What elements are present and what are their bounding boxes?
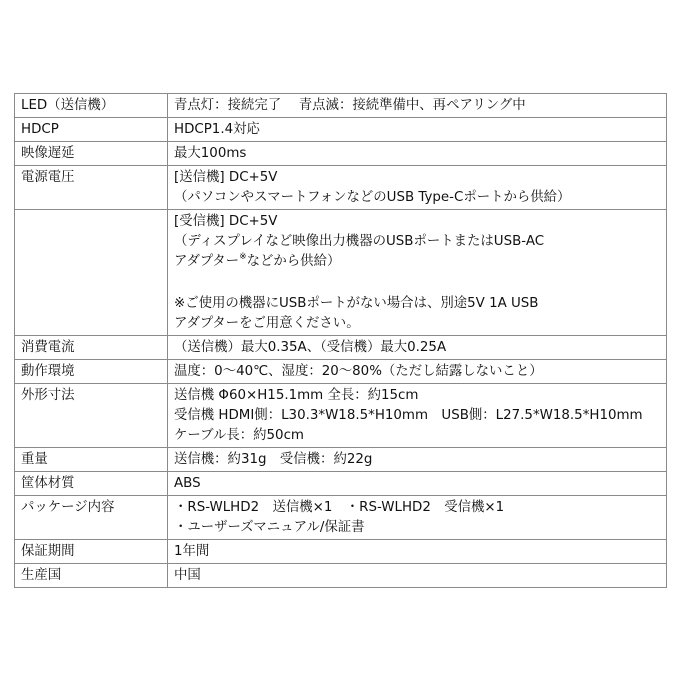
row-label: 保証期間 [15,540,168,564]
table-row [15,448,667,472]
row-value [168,118,667,142]
row-label: HDCP [15,118,168,142]
table-row [15,496,667,540]
row-label: 映像遅延 [15,142,168,166]
row-value [168,448,667,472]
value-line: 中国 [174,568,201,583]
row-value [168,360,667,384]
row-value [168,166,667,210]
value-line: ABS [174,476,201,491]
value-line: 1年間 [174,544,210,559]
row-value [168,496,667,540]
table-row [15,472,667,496]
value-line: 温度：0～40℃、湿度：20～80%（ただし結露しないこと） [174,364,543,379]
value-line: HDCP1.4対応 [174,122,260,137]
row-label: LED（送信機） [15,94,168,118]
value-line: [送信機] DC+5V [174,170,278,185]
blank-line [174,272,660,294]
value-line [174,252,660,272]
row-label: 筐体材質 [15,472,168,496]
row-value [168,142,667,166]
table-row [15,384,667,448]
row-label: パッケージ内容 [15,496,168,540]
value-line: ・RS-WLHD2 送信機×1 ・RS-WLHD2 受信機×1 [174,500,505,515]
value-line: （パソコンやスマートフォンなどのUSB Type-Cポートから供給） [174,190,571,205]
row-label: 外形寸法 [15,384,168,448]
value-text: アダプター [174,254,240,269]
table-row [15,210,667,336]
value-line: （送信機）最大0.35A、（受信機）最大0.25A [174,340,447,355]
value-line: 青点灯：接続完了 青点滅：接続準備中、再ペアリング中 [174,98,526,113]
table-row [15,142,667,166]
row-value [168,564,667,588]
row-label: 生産国 [15,564,168,588]
row-label: 消費電流 [15,336,168,360]
row-value [168,210,667,336]
table-row [15,540,667,564]
footnote-mark: ※ [239,252,247,262]
value-line: ケーブル長：約50cm [174,428,304,443]
value-line: アダプターをご用意ください。 [174,316,360,331]
table-row [15,166,667,210]
row-label [15,210,168,336]
row-value [168,94,667,118]
row-label: 電源電圧 [15,166,168,210]
value-line: 受信機 HDMI側：L30.3*W18.5*H10mm USB側：L27.5*W18.5*H10mm [174,408,643,423]
row-value [168,540,667,564]
value-line: ・ユーザーズマニュアル/保証書 [174,520,365,535]
spec-table [14,93,667,588]
row-label: 重量 [15,448,168,472]
table-row [15,336,667,360]
value-line: [受信機] DC+5V [174,214,278,229]
value-text: などから供給） [246,254,341,269]
table-row [15,360,667,384]
row-value [168,472,667,496]
value-line: 送信機：約31g 受信機：約22g [174,452,373,467]
row-value [168,384,667,448]
row-value [168,336,667,360]
table-row [15,564,667,588]
value-line: 送信機 Φ60×H15.1mm 全長：約15cm [174,388,419,403]
value-line: （ディスプレイなど映像出力機器のUSBポートまたはUSB-AC [174,234,545,249]
value-line: 最大100ms [174,146,247,161]
table-row [15,94,667,118]
table-row [15,118,667,142]
row-label: 動作環境 [15,360,168,384]
value-line: ※ご使用の機器にUSBポートがない場合は、別途5V 1A USB [174,296,539,311]
